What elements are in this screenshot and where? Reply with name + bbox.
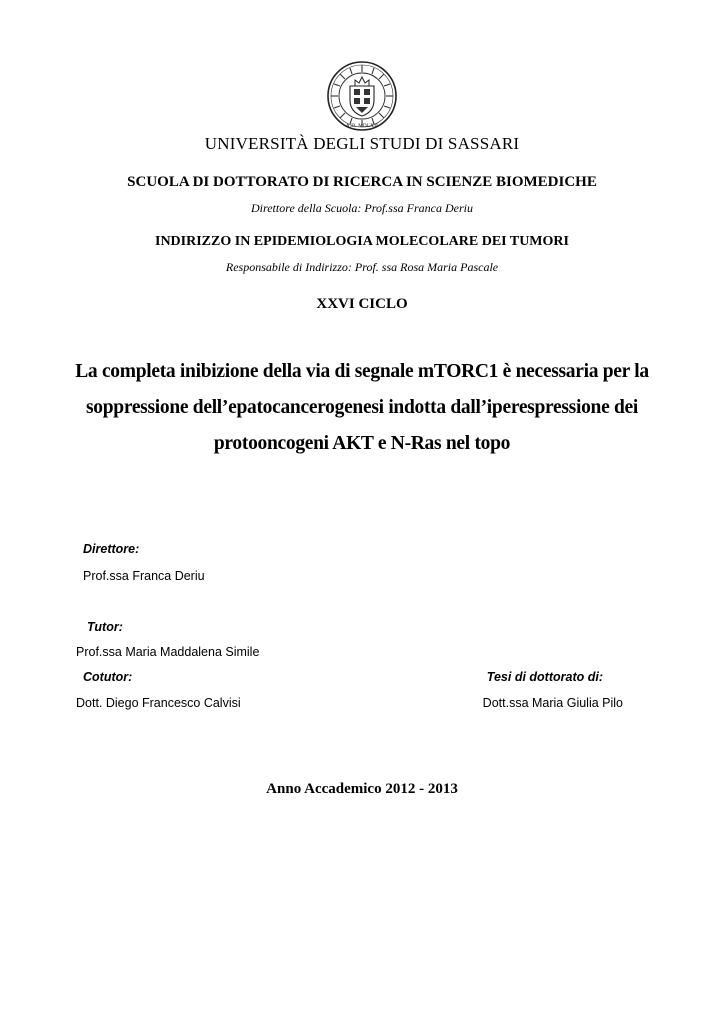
cotutor-name: Dott. Diego Francesco Calvisi [76, 696, 241, 710]
thesis-by-label: Tesi di dottorato di: [486, 670, 603, 684]
cotutor-label: Cotutor: [83, 670, 133, 684]
tutor-name: Prof.ssa Maria Maddalena Simile [76, 645, 260, 659]
doctoral-cycle: XXVI CICLO [316, 296, 408, 312]
thesis-title-line-2: soppressione dell’epatocancerogenesi indotta dall’iperespressione dei [85, 397, 639, 418]
doctoral-candidate-name: Dott.ssa Maria Giulia Pilo [482, 696, 623, 710]
director-label: Direttore: [83, 542, 140, 556]
research-address: INDIRIZZO IN EPIDEMIOLOGIA MOLECOLARE DEI TUMORI [155, 234, 569, 249]
doctoral-school: SCUOLA DI DOTTORATO DI RICERCA IN SCIENZE BIOMEDICHE [127, 174, 597, 190]
thesis-title [60, 354, 664, 462]
tutor-label: Tutor: [87, 620, 123, 634]
thesis-title-line-3: protooncogeni AKT e N-Ras nel topo [213, 433, 511, 454]
thesis-title-line-1: La completa inibizione della via di segnale mTORC1 è necessaria per la [75, 361, 649, 382]
academic-year: Anno Accademico 2012 - 2013 [266, 781, 458, 797]
director-name: Prof.ssa Franca Deriu [83, 569, 205, 583]
university-name: UNIVERSITÀ DEGLI STUDI DI SASSARI [204, 134, 520, 153]
address-responsible: Responsabile di Indirizzo: Prof. ssa Rosa Maria Pascale [225, 260, 499, 274]
university-seal-icon [326, 60, 398, 132]
seal-caption: A.D. MDLXII [345, 124, 379, 129]
school-director: Direttore della Scuola: Prof.ssa Franca Deriu [251, 201, 473, 215]
